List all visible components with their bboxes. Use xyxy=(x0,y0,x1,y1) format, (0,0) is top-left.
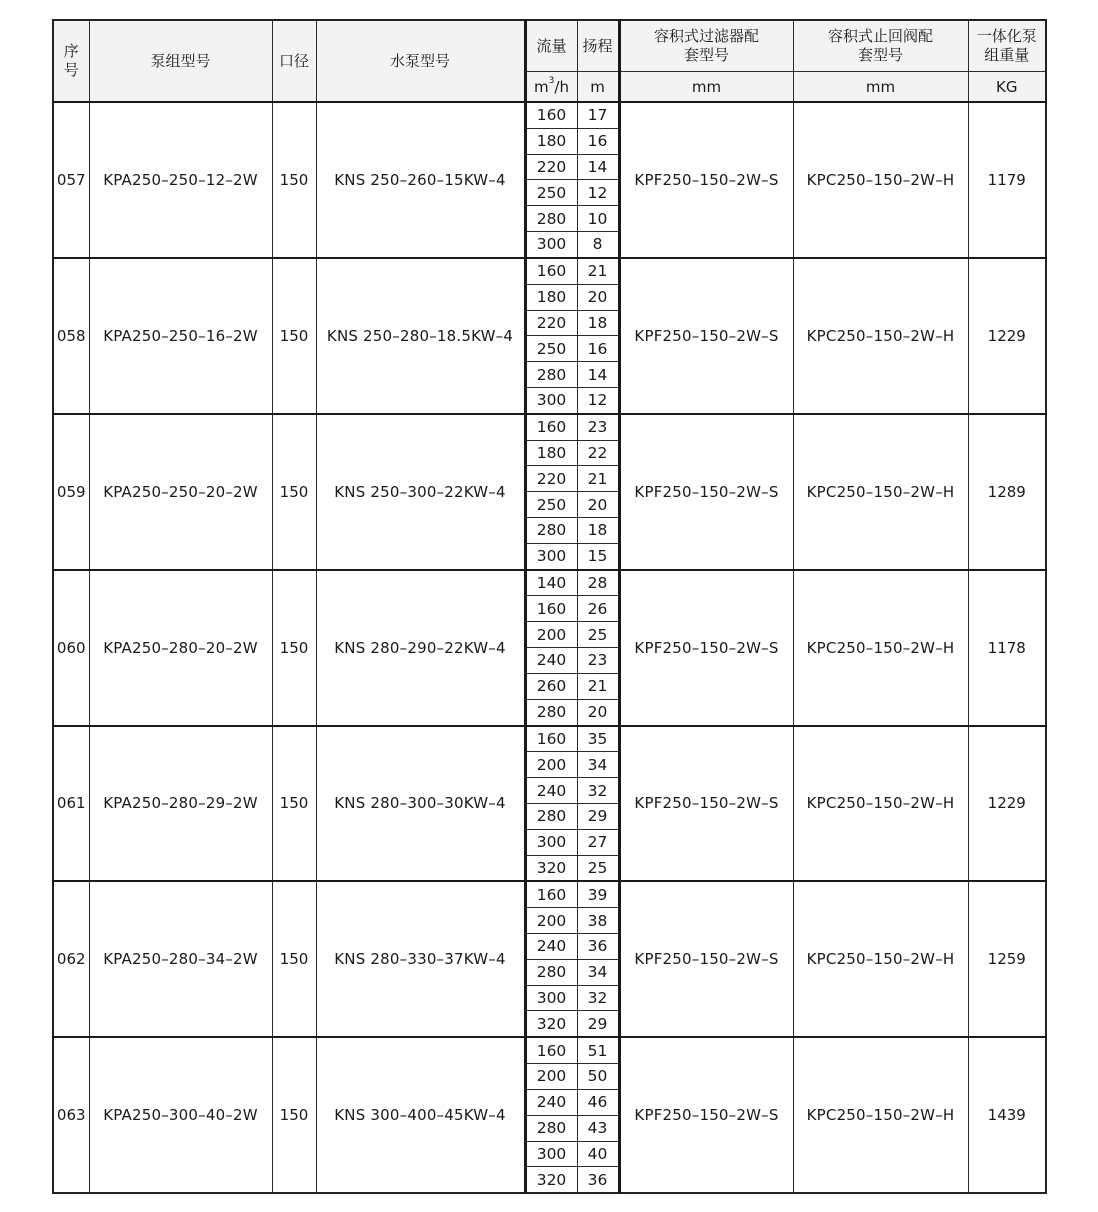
cell-caliber: 150 xyxy=(272,1037,316,1193)
cell-caliber: 150 xyxy=(272,570,316,726)
cell-unit-model: KPA250–250–12–2W xyxy=(89,102,272,258)
cell-flow: 240 xyxy=(525,648,577,674)
cell-seq: 059 xyxy=(53,414,89,570)
cell-head: 25 xyxy=(577,622,619,648)
cell-caliber: 150 xyxy=(272,414,316,570)
cell-flow: 240 xyxy=(525,778,577,804)
cell-flow: 240 xyxy=(525,934,577,960)
cell-flow: 250 xyxy=(525,492,577,518)
cell-filter: KPF250–150–2W–S xyxy=(619,881,793,1037)
cell-flow: 320 xyxy=(525,1011,577,1037)
cell-flow: 160 xyxy=(525,596,577,622)
cell-flow: 250 xyxy=(525,336,577,362)
table-row xyxy=(53,414,1046,440)
cell-unit-model: KPA250–280–29–2W xyxy=(89,726,272,882)
cell-caliber: 150 xyxy=(272,881,316,1037)
cell-check-valve: KPC250–150–2W–H xyxy=(793,258,968,414)
cell-flow: 280 xyxy=(525,362,577,388)
cell-flow: 160 xyxy=(525,726,577,752)
cell-weight: 1289 xyxy=(968,414,1046,570)
cell-head: 16 xyxy=(577,336,619,362)
cell-flow: 160 xyxy=(525,102,577,128)
cell-head: 18 xyxy=(577,310,619,336)
cell-head: 20 xyxy=(577,492,619,518)
cell-flow: 180 xyxy=(525,284,577,310)
cell-weight: 1178 xyxy=(968,570,1046,726)
cell-flow: 280 xyxy=(525,959,577,985)
header-flow: 流量 xyxy=(525,20,577,72)
cell-head: 40 xyxy=(577,1141,619,1167)
cell-caliber: 150 xyxy=(272,726,316,882)
cell-flow: 220 xyxy=(525,154,577,180)
cell-head: 32 xyxy=(577,985,619,1011)
cell-seq: 061 xyxy=(53,726,89,882)
cell-head: 29 xyxy=(577,1011,619,1037)
cell-unit-model: KPA250–250–16–2W xyxy=(89,258,272,414)
cell-head: 36 xyxy=(577,1167,619,1193)
cell-head: 39 xyxy=(577,881,619,907)
cell-pump-model: KNS 280–330–37KW–4 xyxy=(316,881,525,1037)
unit-head: m xyxy=(577,72,619,103)
cell-seq: 062 xyxy=(53,881,89,1037)
cell-unit-model: KPA250–280–34–2W xyxy=(89,881,272,1037)
cell-head: 20 xyxy=(577,284,619,310)
cell-unit-model: KPA250–250–20–2W xyxy=(89,414,272,570)
cell-weight: 1259 xyxy=(968,881,1046,1037)
cell-head: 12 xyxy=(577,180,619,206)
cell-filter: KPF250–150–2W–S xyxy=(619,258,793,414)
cell-flow: 280 xyxy=(525,206,577,232)
cell-filter: KPF250–150–2W–S xyxy=(619,102,793,258)
cell-head: 26 xyxy=(577,596,619,622)
cell-head: 34 xyxy=(577,752,619,778)
unit-flow-exp: 3 xyxy=(548,75,555,86)
cell-head: 38 xyxy=(577,908,619,934)
cell-weight: 1439 xyxy=(968,1037,1046,1193)
cell-flow: 160 xyxy=(525,258,577,284)
cell-check-valve: KPC250–150–2W–H xyxy=(793,570,968,726)
table-row xyxy=(53,881,1046,907)
cell-weight: 1229 xyxy=(968,258,1046,414)
cell-seq: 060 xyxy=(53,570,89,726)
cell-head: 25 xyxy=(577,855,619,881)
cell-check-valve: KPC250–150–2W–H xyxy=(793,1037,968,1193)
cell-head: 36 xyxy=(577,934,619,960)
unit-flow-base: m xyxy=(534,77,549,96)
cell-flow: 280 xyxy=(525,803,577,829)
cell-flow: 200 xyxy=(525,1064,577,1090)
cell-pump-model: KNS 280–290–22KW–4 xyxy=(316,570,525,726)
cell-check-valve: KPC250–150–2W–H xyxy=(793,881,968,1037)
cell-pump-model: KNS 250–300–22KW–4 xyxy=(316,414,525,570)
table-header xyxy=(53,20,1046,102)
cell-head: 34 xyxy=(577,959,619,985)
cell-filter: KPF250–150–2W–S xyxy=(619,414,793,570)
header-weight: 一体化泵组重量 xyxy=(968,20,1046,72)
cell-head: 51 xyxy=(577,1037,619,1063)
cell-pump-model: KNS 250–280–18.5KW–4 xyxy=(316,258,525,414)
header-check-valve: 容积式止回阀配套型号 xyxy=(793,20,968,72)
cell-flow: 240 xyxy=(525,1089,577,1115)
header-pump-model: 水泵型号 xyxy=(316,20,525,102)
cell-check-valve: KPC250–150–2W–H xyxy=(793,726,968,882)
header-caliber: 口径 xyxy=(272,20,316,102)
unit-flow-tail: /h xyxy=(554,77,569,96)
cell-weight: 1229 xyxy=(968,726,1046,882)
cell-head: 10 xyxy=(577,206,619,232)
cell-seq: 058 xyxy=(53,258,89,414)
cell-filter: KPF250–150–2W–S xyxy=(619,570,793,726)
cell-head: 43 xyxy=(577,1115,619,1141)
table-row xyxy=(53,1037,1046,1063)
cell-head: 18 xyxy=(577,518,619,544)
cell-seq: 063 xyxy=(53,1037,89,1193)
cell-check-valve: KPC250–150–2W–H xyxy=(793,414,968,570)
cell-head: 32 xyxy=(577,778,619,804)
unit-check-valve: mm xyxy=(793,72,968,103)
cell-flow: 320 xyxy=(525,1167,577,1193)
table-body xyxy=(53,102,1046,1193)
table-row xyxy=(53,102,1046,128)
cell-flow: 250 xyxy=(525,180,577,206)
cell-flow: 300 xyxy=(525,985,577,1011)
cell-head: 12 xyxy=(577,387,619,413)
cell-head: 21 xyxy=(577,258,619,284)
cell-head: 21 xyxy=(577,673,619,699)
cell-flow: 280 xyxy=(525,699,577,725)
unit-flow xyxy=(525,72,577,103)
cell-flow: 260 xyxy=(525,673,577,699)
cell-head: 46 xyxy=(577,1089,619,1115)
table-row xyxy=(53,570,1046,596)
cell-filter: KPF250–150–2W–S xyxy=(619,726,793,882)
header-unit-model: 泵组型号 xyxy=(89,20,272,102)
cell-flow: 220 xyxy=(525,466,577,492)
cell-flow: 160 xyxy=(525,1037,577,1063)
cell-head: 17 xyxy=(577,102,619,128)
header-row xyxy=(53,20,1046,72)
cell-flow: 300 xyxy=(525,543,577,569)
cell-head: 21 xyxy=(577,466,619,492)
table-row xyxy=(53,726,1046,752)
cell-head: 27 xyxy=(577,829,619,855)
unit-filter: mm xyxy=(619,72,793,103)
cell-flow: 300 xyxy=(525,232,577,258)
cell-flow: 280 xyxy=(525,1115,577,1141)
cell-flow: 300 xyxy=(525,1141,577,1167)
cell-unit-model: KPA250–300–40–2W xyxy=(89,1037,272,1193)
cell-flow: 180 xyxy=(525,440,577,466)
cell-flow: 320 xyxy=(525,855,577,881)
header-filter: 容积式过滤器配套型号 xyxy=(619,20,793,72)
cell-head: 35 xyxy=(577,726,619,752)
cell-flow: 200 xyxy=(525,908,577,934)
cell-pump-model: KNS 250–260–15KW–4 xyxy=(316,102,525,258)
cell-caliber: 150 xyxy=(272,258,316,414)
unit-weight: KG xyxy=(968,72,1046,103)
cell-head: 50 xyxy=(577,1064,619,1090)
cell-weight: 1179 xyxy=(968,102,1046,258)
cell-flow: 280 xyxy=(525,518,577,544)
cell-flow: 220 xyxy=(525,310,577,336)
cell-head: 20 xyxy=(577,699,619,725)
cell-head: 14 xyxy=(577,362,619,388)
cell-head: 29 xyxy=(577,803,619,829)
cell-seq: 057 xyxy=(53,102,89,258)
header-seq: 序号 xyxy=(53,20,89,102)
cell-flow: 140 xyxy=(525,570,577,596)
cell-head: 22 xyxy=(577,440,619,466)
cell-flow: 300 xyxy=(525,829,577,855)
cell-caliber: 150 xyxy=(272,102,316,258)
cell-flow: 180 xyxy=(525,128,577,154)
cell-head: 16 xyxy=(577,128,619,154)
cell-pump-model: KNS 300–400–45KW–4 xyxy=(316,1037,525,1193)
cell-flow: 160 xyxy=(525,881,577,907)
cell-flow: 300 xyxy=(525,387,577,413)
cell-pump-model: KNS 280–300–30KW–4 xyxy=(316,726,525,882)
cell-head: 23 xyxy=(577,414,619,440)
cell-head: 8 xyxy=(577,232,619,258)
cell-filter: KPF250–150–2W–S xyxy=(619,1037,793,1193)
cell-head: 15 xyxy=(577,543,619,569)
cell-flow: 200 xyxy=(525,622,577,648)
table-row xyxy=(53,258,1046,284)
header-head: 扬程 xyxy=(577,20,619,72)
cell-flow: 200 xyxy=(525,752,577,778)
cell-flow: 160 xyxy=(525,414,577,440)
pump-spec-table xyxy=(52,19,1047,1194)
cell-check-valve: KPC250–150–2W–H xyxy=(793,102,968,258)
cell-unit-model: KPA250–280–20–2W xyxy=(89,570,272,726)
cell-head: 14 xyxy=(577,154,619,180)
cell-head: 28 xyxy=(577,570,619,596)
cell-head: 23 xyxy=(577,648,619,674)
